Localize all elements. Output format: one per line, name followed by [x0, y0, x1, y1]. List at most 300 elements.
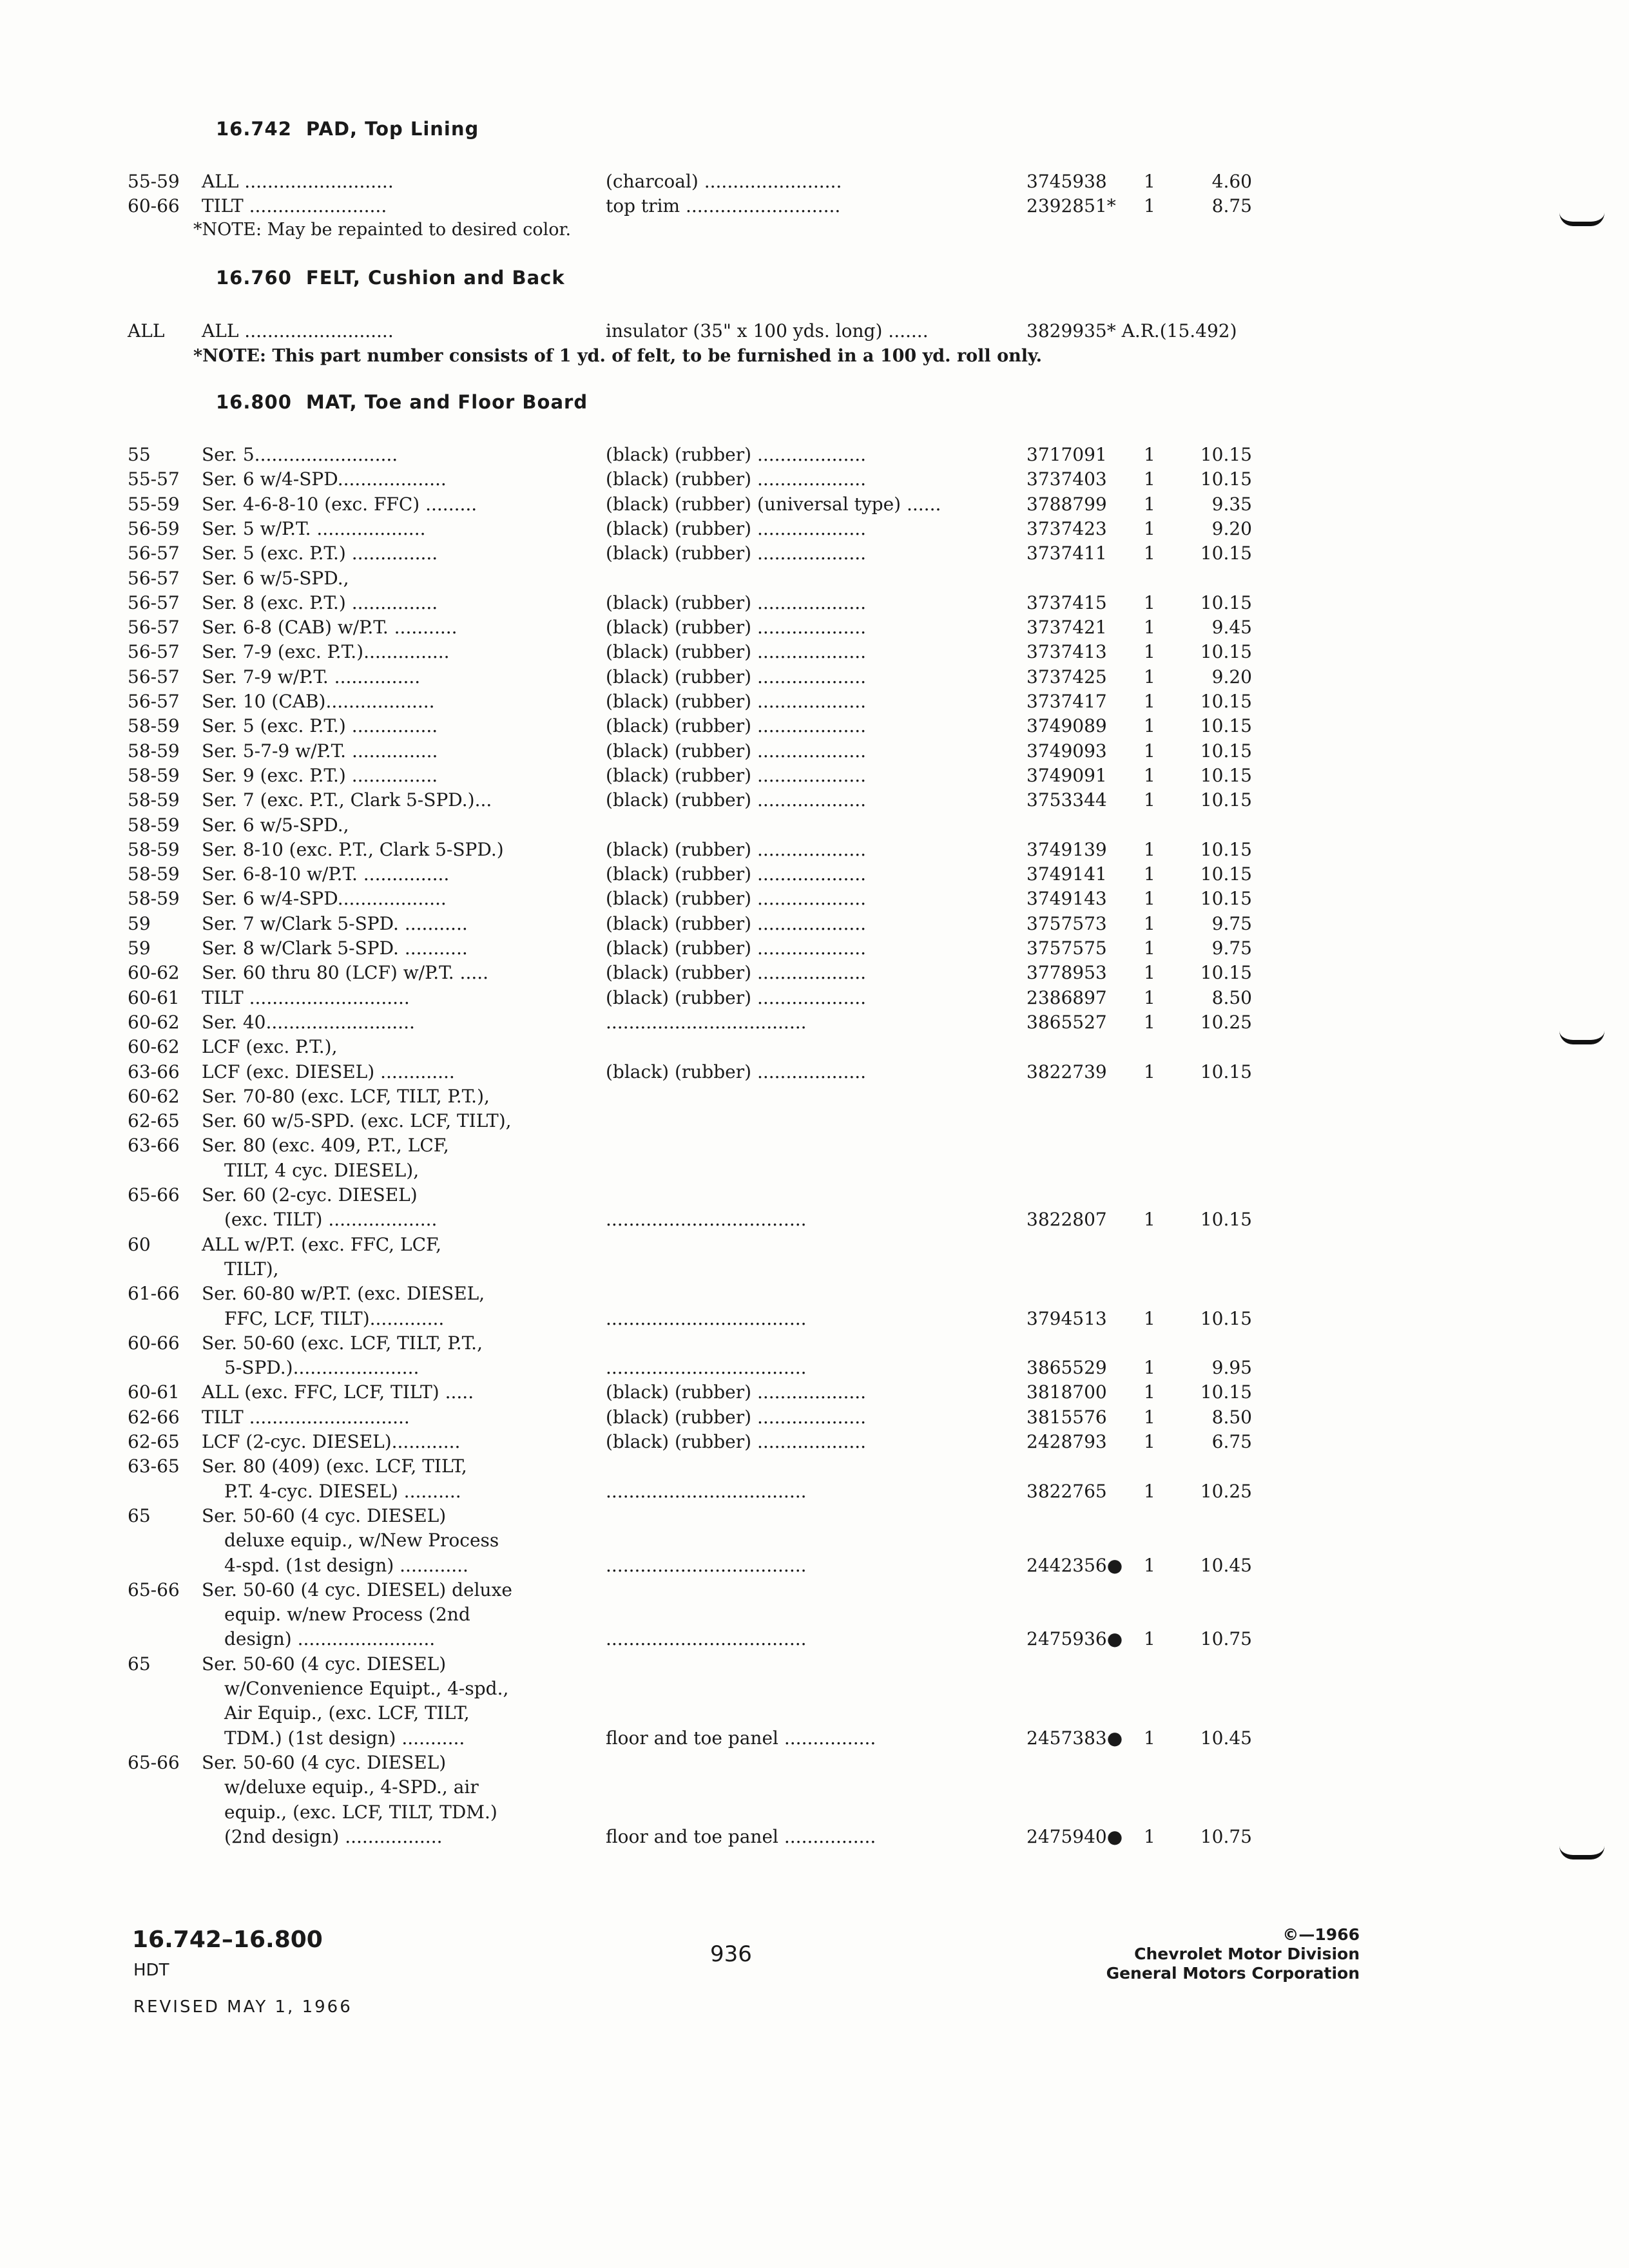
cell-model: TDM.) (1st design) ........... — [224, 1727, 465, 1749]
table-row — [0, 592, 1629, 617]
cell-model: Ser. 60 thru 80 (LCF) w/P.T. ..... — [202, 962, 489, 984]
cell-qty: 1 — [1144, 1307, 1155, 1329]
cell-price: 10.15 — [1200, 962, 1252, 984]
cell-desc: (black) (rubber) ................... — [606, 1406, 867, 1428]
cell-year: 60-66 — [128, 195, 180, 216]
cell-year: 55 — [128, 444, 151, 465]
table-row — [0, 1283, 1629, 1307]
cell-model: Ser. 6-8 (CAB) w/P.T. ........... — [202, 617, 458, 639]
table-row — [0, 1628, 1629, 1653]
cell-part: 3737415 — [1027, 591, 1107, 613]
table-row — [0, 617, 1629, 641]
cell-desc: (black) (rubber) ................... — [606, 617, 867, 639]
cell-desc: ................................... — [606, 1011, 807, 1033]
table-row — [0, 715, 1629, 740]
cell-model: (exc. TILT) ................... — [224, 1209, 438, 1231]
cell-desc: (black) (rubber) ................... — [606, 937, 867, 959]
cell-model: Ser. 8-10 (exc. P.T., Clark 5-SPD.) — [202, 838, 504, 860]
cell-desc: (black) (rubber) ................... — [606, 444, 867, 465]
cell-model: deluxe equip., w/New Process — [224, 1530, 499, 1552]
cell-desc: (black) (rubber) ................... — [606, 986, 867, 1008]
table-row — [0, 1776, 1629, 1801]
table-row — [0, 468, 1629, 493]
cell-part: 3778953 — [1027, 962, 1107, 984]
cell-year: 56-57 — [128, 666, 180, 687]
cell-qty: 1 — [1144, 1406, 1155, 1428]
cell-desc: (black) (rubber) ................... — [606, 888, 867, 910]
cell-desc: ................................... — [606, 1554, 807, 1576]
table-row — [0, 171, 1629, 195]
cell-part: 3745938 — [1027, 171, 1107, 192]
table-row — [0, 1826, 1629, 1850]
cell-desc: (black) (rubber) ................... — [606, 691, 867, 712]
cell-model: FFC, LCF, TILT)............. — [224, 1307, 445, 1329]
cell-price: 10.15 — [1200, 740, 1252, 762]
cell-qty: 1 — [1144, 171, 1155, 192]
cell-part: 3794513 — [1027, 1307, 1107, 1329]
cell-qty: 1 — [1144, 1628, 1155, 1650]
cell-year: 59 — [128, 912, 151, 934]
cell-year: 63-66 — [128, 1135, 180, 1157]
cell-model: 5-SPD.)...................... — [224, 1357, 419, 1379]
cell-year: 65-66 — [128, 1184, 180, 1206]
cell-model: Ser. 7 w/Clark 5-SPD. ........... — [202, 912, 468, 934]
cell-desc: (black) (rubber) ................... — [606, 715, 867, 737]
table-row — [0, 1481, 1629, 1505]
cell-price: 10.15 — [1200, 789, 1252, 811]
table-row — [0, 195, 1629, 220]
table-row — [0, 1702, 1629, 1727]
cell-desc: (black) (rubber) ................... — [606, 962, 867, 984]
cell-model: equip. w/new Process (2nd — [224, 1604, 470, 1626]
cell-year: 56-57 — [128, 567, 180, 589]
table-row — [0, 444, 1629, 468]
table-row — [0, 888, 1629, 912]
cell-part: 3737421 — [1027, 617, 1107, 639]
table-row — [0, 543, 1629, 567]
cell-year: 60-62 — [128, 1036, 180, 1058]
table-row — [0, 789, 1629, 814]
cell-model: Ser. 60-80 w/P.T. (exc. DIESEL, — [202, 1283, 485, 1305]
cell-part: 3829935* A.R.(15.492) — [1027, 320, 1237, 341]
cell-price: 9.75 — [1211, 937, 1252, 959]
table-row — [0, 1012, 1629, 1036]
cell-year: 58-59 — [128, 789, 180, 811]
cell-year: 55-59 — [128, 171, 180, 192]
cell-year: 61-66 — [128, 1283, 180, 1305]
table-row — [0, 1308, 1629, 1332]
cell-desc: ................................... — [606, 1480, 807, 1502]
table-row — [0, 1135, 1629, 1159]
table-row — [0, 494, 1629, 518]
cell-part: 3737411 — [1027, 543, 1107, 564]
cell-model: Ser. 6 w/4-SPD................... — [202, 888, 447, 910]
cell-desc: (black) (rubber) ................... — [606, 838, 867, 860]
cell-desc: (black) (rubber) (universal type) ...... — [606, 493, 941, 515]
cell-model: Ser. 6-8-10 w/P.T. ............... — [202, 863, 450, 885]
cell-price: 9.45 — [1211, 617, 1252, 639]
cell-model: LCF (2-cyc. DIESEL)............ — [202, 1431, 461, 1452]
cell-part: 3737423 — [1027, 517, 1107, 539]
cell-model: TILT ............................ — [202, 986, 410, 1008]
cell-qty: 1 — [1144, 962, 1155, 984]
cell-desc: ................................... — [606, 1307, 807, 1329]
cell-model: LCF (exc. P.T.), — [202, 1036, 338, 1058]
cell-year: 65-66 — [128, 1579, 180, 1600]
cell-price: 8.75 — [1211, 195, 1252, 216]
cell-qty: 1 — [1144, 937, 1155, 959]
cell-model: Ser. 5-7-9 w/P.T. ............... — [202, 740, 438, 762]
table-row — [0, 987, 1629, 1012]
cell-year: 56-57 — [128, 691, 180, 712]
cell-qty: 1 — [1144, 863, 1155, 885]
page-number: 936 — [710, 1941, 752, 1967]
cell-year: 58-59 — [128, 863, 180, 885]
cell-desc: (black) (rubber) ................... — [606, 863, 867, 885]
cell-model: ALL .......................... — [202, 320, 394, 341]
cell-model: Ser. 6 w/4-SPD................... — [202, 468, 447, 490]
cell-desc: (black) (rubber) ................... — [606, 912, 867, 934]
table-row — [0, 1802, 1629, 1826]
cell-model: Ser. 5 (exc. P.T.) ............... — [202, 715, 438, 737]
cell-part: 3737425 — [1027, 666, 1107, 687]
cell-qty: 1 — [1144, 838, 1155, 860]
cell-desc: (black) (rubber) ................... — [606, 666, 867, 687]
cell-part: 3815576 — [1027, 1406, 1107, 1428]
cell-desc: (black) (rubber) ................... — [606, 1431, 867, 1452]
table-row — [0, 691, 1629, 715]
cell-year: 56-57 — [128, 543, 180, 564]
cell-price: 10.45 — [1200, 1727, 1252, 1749]
cell-part: 3788799 — [1027, 493, 1107, 515]
table-row — [0, 1036, 1629, 1061]
cell-qty: 1 — [1144, 740, 1155, 762]
cell-qty: 1 — [1144, 1209, 1155, 1231]
cell-year: 60-61 — [128, 1381, 180, 1403]
cell-model: Ser. 8 w/Clark 5-SPD. ........... — [202, 937, 468, 959]
cell-price: 10.25 — [1200, 1011, 1252, 1033]
cell-year: 60-66 — [128, 1332, 180, 1354]
cell-year: 55-59 — [128, 493, 180, 515]
cell-model: Ser. 50-60 (4 cyc. DIESEL) — [202, 1653, 447, 1675]
cell-part: 3818700 — [1027, 1381, 1107, 1403]
cell-model: Ser. 50-60 (4 cyc. DIESEL) — [202, 1504, 447, 1526]
cell-year: 60 — [128, 1233, 151, 1255]
cell-model: Ser. 7 (exc. P.T., Clark 5-SPD.)... — [202, 789, 492, 811]
cell-price: 9.75 — [1211, 912, 1252, 934]
corporation-name: General Motors Corporation — [1106, 1964, 1360, 1983]
cell-qty: 1 — [1144, 444, 1155, 465]
cell-year: 58-59 — [128, 740, 180, 762]
cell-model: Ser. 50-60 (exc. LCF, TILT, P.T., — [202, 1332, 483, 1354]
cell-qty: 1 — [1144, 1727, 1155, 1749]
cell-model: Ser. 80 (409) (exc. LCF, TILT, — [202, 1456, 467, 1477]
cell-qty: 1 — [1144, 691, 1155, 712]
footer-copyright — [1106, 1925, 1360, 1983]
cell-qty: 1 — [1144, 1480, 1155, 1502]
table-row — [0, 765, 1629, 789]
cell-model: Ser. 6 w/5-SPD., — [202, 814, 349, 836]
cell-desc: (black) (rubber) ................... — [606, 543, 867, 564]
cell-year: 60-62 — [128, 1011, 180, 1033]
cell-model: Ser. 6 w/5-SPD., — [202, 567, 349, 589]
section-heading-16-800: 16.800 MAT, Toe and Floor Board — [216, 391, 588, 413]
cell-desc: top trim ........................... — [606, 195, 841, 216]
cell-qty: 1 — [1144, 543, 1155, 564]
cell-model: Ser. 5 (exc. P.T.) ............... — [202, 543, 438, 564]
cell-part: 2475940● — [1027, 1825, 1123, 1847]
table-row — [0, 1258, 1629, 1283]
note-repaint: *NOTE: May be repainted to desired color. — [193, 220, 572, 240]
cell-qty: 1 — [1144, 986, 1155, 1008]
cell-part: 3822739 — [1027, 1061, 1107, 1082]
table-row — [0, 1184, 1629, 1209]
cell-year: 56-59 — [128, 517, 180, 539]
cell-price: 10.25 — [1200, 1480, 1252, 1502]
cell-qty: 1 — [1144, 1431, 1155, 1452]
cell-part: 3749139 — [1027, 838, 1107, 860]
section-heading-16-760: 16.760 FELT, Cushion and Back — [216, 267, 565, 289]
cell-part: 3737417 — [1027, 691, 1107, 712]
cell-part: 3757575 — [1027, 937, 1107, 959]
cell-year: 58-59 — [128, 715, 180, 737]
cell-model: Ser. 7-9 w/P.T. ............... — [202, 666, 421, 687]
cell-model: Ser. 9 (exc. P.T.) ............... — [202, 764, 438, 786]
cell-year: 59 — [128, 937, 151, 959]
cell-year: 60-61 — [128, 986, 180, 1008]
cell-model: design) ........................ — [224, 1628, 436, 1650]
cell-part: 3737413 — [1027, 641, 1107, 663]
cell-qty: 1 — [1144, 1381, 1155, 1403]
table-row — [0, 568, 1629, 592]
cell-part: 2392851* — [1027, 195, 1116, 216]
cell-desc: floor and toe panel ................ — [606, 1727, 876, 1749]
cell-model: w/deluxe equip., 4-SPD., air — [224, 1776, 479, 1798]
cell-year: 62-65 — [128, 1110, 180, 1132]
cell-part: 3749143 — [1027, 888, 1107, 910]
cell-year: 63-65 — [128, 1456, 180, 1477]
table-row — [0, 1160, 1629, 1184]
table-row — [0, 962, 1629, 986]
cell-year: 56-57 — [128, 617, 180, 639]
table-row — [0, 1505, 1629, 1530]
cell-desc: ................................... — [606, 1209, 807, 1231]
cell-year: 60-62 — [128, 1085, 180, 1107]
cell-qty: 1 — [1144, 764, 1155, 786]
cell-model: Ser. 50-60 (4 cyc. DIESEL) deluxe — [202, 1579, 512, 1600]
table-row — [0, 1061, 1629, 1086]
cell-price: 9.35 — [1211, 493, 1252, 515]
cell-part: 2428793 — [1027, 1431, 1107, 1452]
cell-price: 10.15 — [1200, 863, 1252, 885]
cell-desc: ................................... — [606, 1357, 807, 1379]
cell-price: 10.15 — [1200, 543, 1252, 564]
table-row — [0, 1110, 1629, 1135]
cell-price: 9.20 — [1211, 517, 1252, 539]
cell-qty: 1 — [1144, 617, 1155, 639]
cell-qty: 1 — [1144, 1357, 1155, 1379]
cell-qty: 1 — [1144, 1825, 1155, 1847]
cell-model: LCF (exc. DIESEL) ............. — [202, 1061, 455, 1082]
cell-price: 10.75 — [1200, 1825, 1252, 1847]
cell-model: Ser. 60 (2-cyc. DIESEL) — [202, 1184, 418, 1206]
cell-qty: 1 — [1144, 195, 1155, 216]
cell-year: 63-66 — [128, 1061, 180, 1082]
cell-model: Air Equip., (exc. LCF, TILT, — [224, 1702, 470, 1724]
cell-year: 55-57 — [128, 468, 180, 490]
cell-part: 3717091 — [1027, 444, 1107, 465]
footer-section-range: 16.742–16.800 — [132, 1927, 323, 1953]
cell-model: Ser. 40.......................... — [202, 1011, 415, 1033]
cell-price: 10.15 — [1200, 764, 1252, 786]
cell-year: 65 — [128, 1504, 151, 1526]
cell-part: 3822765 — [1027, 1480, 1107, 1502]
table-row — [0, 1727, 1629, 1752]
cell-part: 3822807 — [1027, 1209, 1107, 1231]
table-row — [0, 1604, 1629, 1628]
cell-part: 2386897 — [1027, 986, 1107, 1008]
cell-price: 10.15 — [1200, 591, 1252, 613]
cell-part: 3749093 — [1027, 740, 1107, 762]
cell-model: Ser. 8 (exc. P.T.) ............... — [202, 591, 438, 613]
cell-desc: ................................... — [606, 1628, 807, 1650]
cell-qty: 1 — [1144, 1554, 1155, 1576]
table-row — [0, 814, 1629, 839]
cell-qty: 1 — [1144, 666, 1155, 687]
cell-price: 8.50 — [1211, 1406, 1252, 1428]
cell-desc: (black) (rubber) ................... — [606, 468, 867, 490]
cell-year: 58-59 — [128, 888, 180, 910]
cell-price: 9.20 — [1211, 666, 1252, 687]
cell-part: 2442356● — [1027, 1554, 1123, 1576]
cell-model: w/Convenience Equipt., 4-spd., — [224, 1678, 509, 1699]
cell-qty: 1 — [1144, 517, 1155, 539]
cell-model: Ser. 70-80 (exc. LCF, TILT, P.T.), — [202, 1085, 490, 1107]
cell-qty: 1 — [1144, 1011, 1155, 1033]
table-row — [0, 1752, 1629, 1776]
cell-year: 58-59 — [128, 764, 180, 786]
table-row — [0, 1530, 1629, 1554]
cell-price: 10.15 — [1200, 691, 1252, 712]
cell-model: TILT, 4 cyc. DIESEL), — [224, 1159, 419, 1181]
division-name: Chevrolet Motor Division — [1134, 1945, 1360, 1963]
cell-price: 10.15 — [1200, 444, 1252, 465]
cell-model: (2nd design) ................. — [224, 1825, 443, 1847]
binder-tab-mark — [1559, 1846, 1605, 1860]
cell-price: 6.75 — [1211, 1431, 1252, 1452]
cell-desc: (charcoal) ........................ — [606, 171, 842, 192]
cell-year: 65-66 — [128, 1751, 180, 1773]
cell-model: ALL (exc. FFC, LCF, TILT) ..... — [202, 1381, 474, 1403]
cell-model: Ser. 50-60 (4 cyc. DIESEL) — [202, 1751, 447, 1773]
cell-model: ALL .......................... — [202, 171, 394, 192]
cell-qty: 1 — [1144, 888, 1155, 910]
table-row — [0, 518, 1629, 543]
note-felt: *NOTE: This part number consists of 1 yd. of felt, to be furnished in a 100 yd. roll only. — [193, 346, 1042, 366]
cell-model: 4-spd. (1st design) ............ — [224, 1554, 468, 1576]
cell-price: 8.50 — [1211, 986, 1252, 1008]
cell-price: 10.15 — [1200, 468, 1252, 490]
cell-qty: 1 — [1144, 468, 1155, 490]
cell-part: 3757573 — [1027, 912, 1107, 934]
cell-part: 3865529 — [1027, 1357, 1107, 1379]
cell-model: Ser. 80 (exc. 409, P.T., LCF, — [202, 1135, 449, 1157]
cell-desc: (black) (rubber) ................... — [606, 517, 867, 539]
cell-year: 65 — [128, 1653, 151, 1675]
table-row — [0, 1431, 1629, 1456]
cell-model: Ser. 7-9 (exc. P.T.)............... — [202, 641, 450, 663]
cell-qty: 1 — [1144, 493, 1155, 515]
table-row — [0, 1357, 1629, 1381]
cell-desc: (black) (rubber) ................... — [606, 1061, 867, 1082]
cell-price: 10.15 — [1200, 888, 1252, 910]
table-row — [0, 666, 1629, 691]
cell-model: Ser. 10 (CAB)................... — [202, 691, 435, 712]
table-row — [0, 937, 1629, 962]
cell-part: 2457383● — [1027, 1727, 1123, 1749]
cell-price: 9.95 — [1211, 1357, 1252, 1379]
cell-desc: (black) (rubber) ................... — [606, 1381, 867, 1403]
cell-model: ALL w/P.T. (exc. FFC, LCF, — [202, 1233, 441, 1255]
cell-desc: (black) (rubber) ................... — [606, 641, 867, 663]
cell-year: 62-66 — [128, 1406, 180, 1428]
table-row — [0, 641, 1629, 666]
cell-price: 10.15 — [1200, 1381, 1252, 1403]
table-row — [0, 1209, 1629, 1233]
cell-year: 56-57 — [128, 591, 180, 613]
table-row — [0, 1234, 1629, 1258]
table-row — [0, 1678, 1629, 1702]
cell-qty: 1 — [1144, 715, 1155, 737]
cell-part: 3749141 — [1027, 863, 1107, 885]
section-heading-16-742: 16.742 PAD, Top Lining — [216, 118, 479, 140]
cell-desc: (black) (rubber) ................... — [606, 591, 867, 613]
cell-qty: 1 — [1144, 912, 1155, 934]
table-row — [0, 1332, 1629, 1357]
cell-year: 60-62 — [128, 962, 180, 984]
cell-model: TILT), — [224, 1258, 279, 1280]
binder-tab-mark — [1559, 1031, 1605, 1044]
cell-model: Ser. 5 w/P.T. ................... — [202, 517, 426, 539]
cell-price: 10.45 — [1200, 1554, 1252, 1576]
cell-part: 3865527 — [1027, 1011, 1107, 1033]
cell-price: 10.15 — [1200, 1061, 1252, 1082]
cell-qty: 1 — [1144, 789, 1155, 811]
cell-price: 10.15 — [1200, 1209, 1252, 1231]
footer-series: HDT — [133, 1961, 169, 1980]
cell-model: Ser. 5......................... — [202, 444, 398, 465]
footer-revised-date: REVISED MAY 1, 1966 — [133, 1997, 352, 2017]
cell-model: Ser. 60 w/5-SPD. (exc. LCF, TILT), — [202, 1110, 512, 1132]
table-row — [0, 320, 1629, 345]
cell-desc: insulator (35" x 100 yds. long) ....... — [606, 320, 929, 341]
cell-price: 10.15 — [1200, 1307, 1252, 1329]
cell-year: 62-65 — [128, 1431, 180, 1452]
cell-part: 2475936● — [1027, 1628, 1123, 1650]
cell-part: 3749089 — [1027, 715, 1107, 737]
cell-model: equip., (exc. LCF, TILT, TDM.) — [224, 1801, 497, 1823]
cell-qty: 1 — [1144, 591, 1155, 613]
cell-part: 3753344 — [1027, 789, 1107, 811]
table-row — [0, 1653, 1629, 1678]
cell-model: TILT ........................ — [202, 195, 387, 216]
binder-tab-mark — [1559, 213, 1605, 226]
cell-price: 10.15 — [1200, 715, 1252, 737]
cell-price: 4.60 — [1211, 171, 1252, 192]
cell-part: 3737403 — [1027, 468, 1107, 490]
cell-price: 10.15 — [1200, 838, 1252, 860]
cell-price: 10.75 — [1200, 1628, 1252, 1650]
